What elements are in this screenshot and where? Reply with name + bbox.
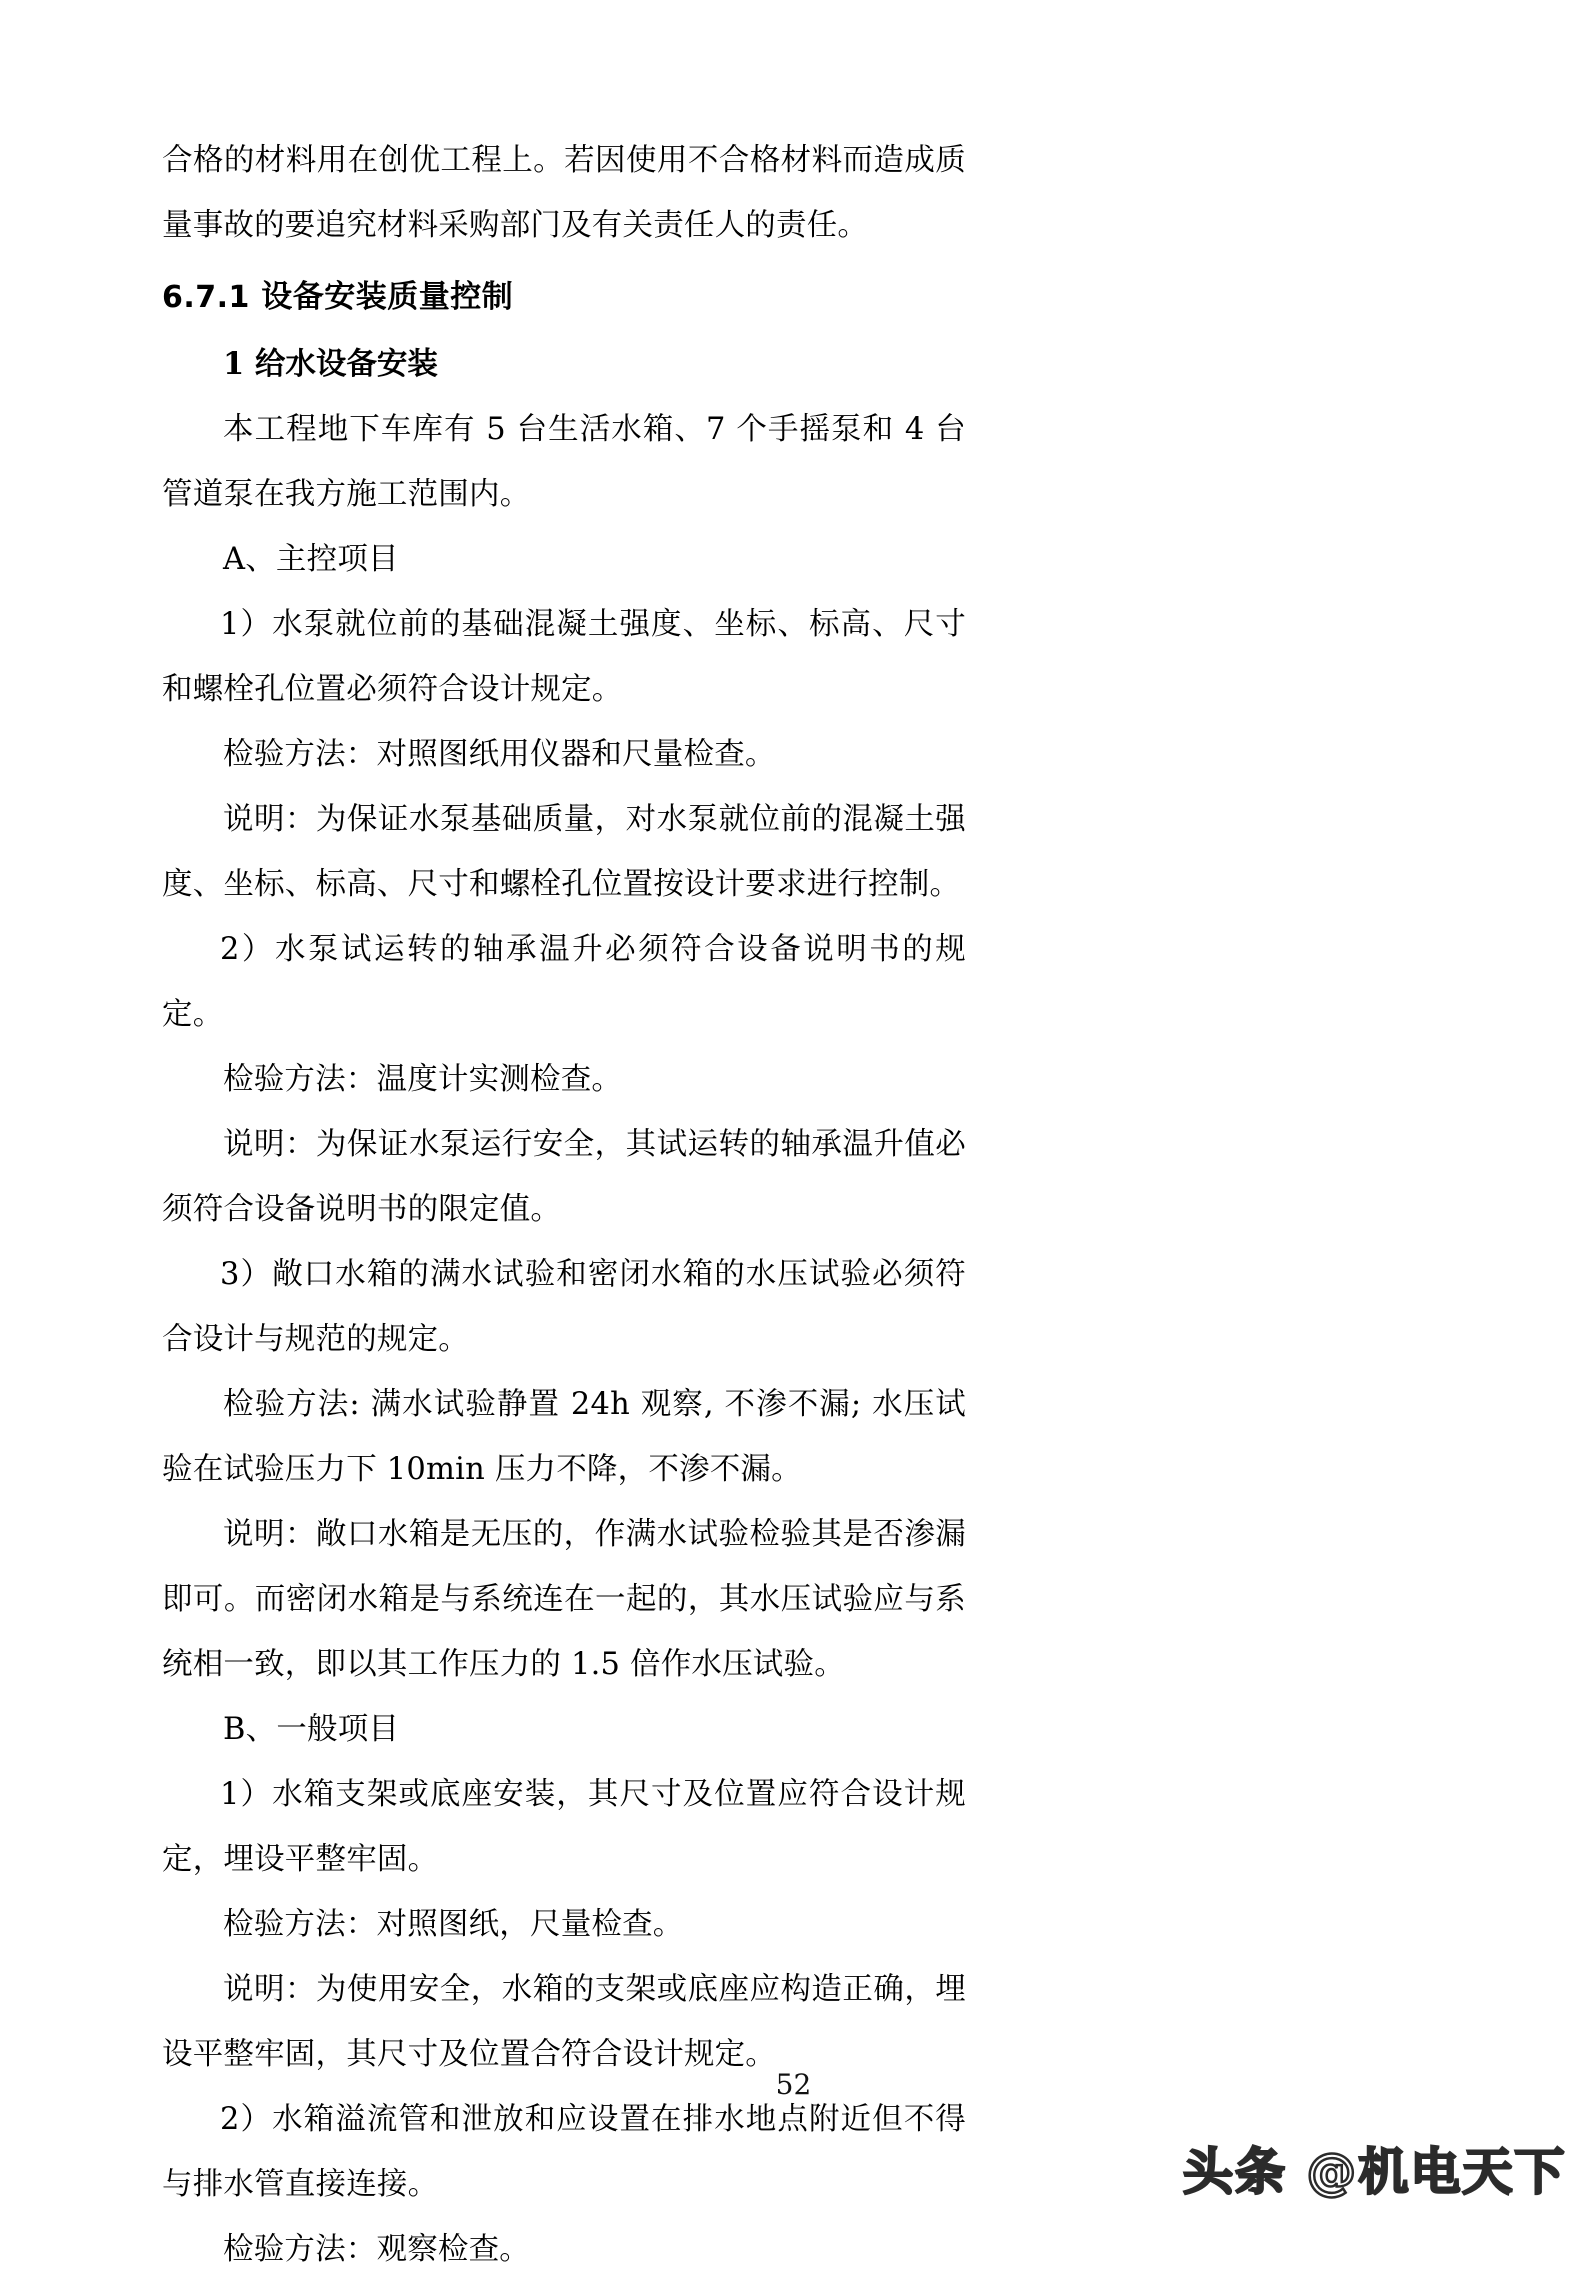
page-content: [162, 128, 966, 2282]
paragraph-a-item-2-note: 说明：为保证水泵运行安全，其试运转的轴承温升值必须符合设备说明书的限定值。: [162, 1127, 966, 1227]
paragraph-b-item-1-note: 说明：为使用安全，水箱的支架或底座应构造正确，埋设平整牢固，其尺寸及位置合符合设计规定。: [162, 1972, 966, 2072]
paragraph-scope: 本工程地下车库有 5 台生活水箱、7 个手摇泵和 4 台管道泵在我方施工范围内。: [162, 412, 966, 512]
paragraph-a-item-1-note: 说明：为保证水泵基础质量，对水泵就位前的混凝土强度、坐标、标高、尺寸和螺栓孔位置按设计要求进行控制。: [162, 802, 966, 902]
paragraph-a-item-3: 3）敞口水箱的满水试验和密闭水箱的水压试验必须符合设计与规范的规定。: [162, 1257, 966, 1357]
section-heading-title: 设备安装质量控制: [261, 279, 514, 315]
paragraph-a-item-1: 1）水泵就位前的基础混凝土强度、坐标、标高、尺寸和螺栓孔位置必须符合设计规定。: [162, 607, 966, 707]
sub-heading: 1 给水设备安装: [223, 346, 438, 382]
section-heading-number: 6.7.1: [162, 280, 250, 315]
paragraph-b-item-2-method: 检验方法：观察检查。: [223, 2232, 530, 2267]
paragraph-a-item-2: 2）水泵试运转的轴承温升必须符合设备说明书的规定。: [162, 932, 966, 1032]
watermark: 头条 @机电天下: [1183, 2143, 1567, 2201]
paragraph-section-b: B、一般项目: [223, 1712, 400, 1747]
paragraph-a-item-2-method: 检验方法：温度计实测检查。: [223, 1062, 623, 1097]
section-heading: [162, 264, 966, 331]
paragraph-continuation: 合格的材料用在创优工程上。若因使用不合格材料而造成质量事故的要追究材料采购部门及有关责任人的责任。: [162, 143, 966, 243]
paragraph-b-item-2: 2）水箱溢流管和泄放和应设置在排水地点附近但不得与排水管直接连接。: [162, 2102, 966, 2202]
paragraph-a-item-3-method: 检验方法: 满水试验静置 24h 观察, 不渗不漏; 水压试验在试验压力下 10min 压力不降，不渗不漏。: [162, 1387, 966, 1487]
paragraph-b-item-1-method: 检验方法：对照图纸，尺量检查。: [223, 1907, 684, 1942]
page-number: 52: [775, 2068, 812, 2101]
paragraph-b-item-1: 1）水箱支架或底座安装，其尺寸及位置应符合设计规定，埋设平整牢固。: [162, 1777, 966, 1877]
paragraph-section-a: A、主控项目: [223, 542, 399, 577]
paragraph-a-item-3-note: 说明：敞口水箱是无压的，作满水试验检验其是否渗漏即可。而密闭水箱是与系统连在一起的，其水压试验应与系统相一致，即以其工作压力的 1.5 倍作水压试验。: [162, 1517, 966, 1682]
paragraph-a-item-1-method: 检验方法：对照图纸用仪器和尺量检查。: [223, 737, 776, 772]
